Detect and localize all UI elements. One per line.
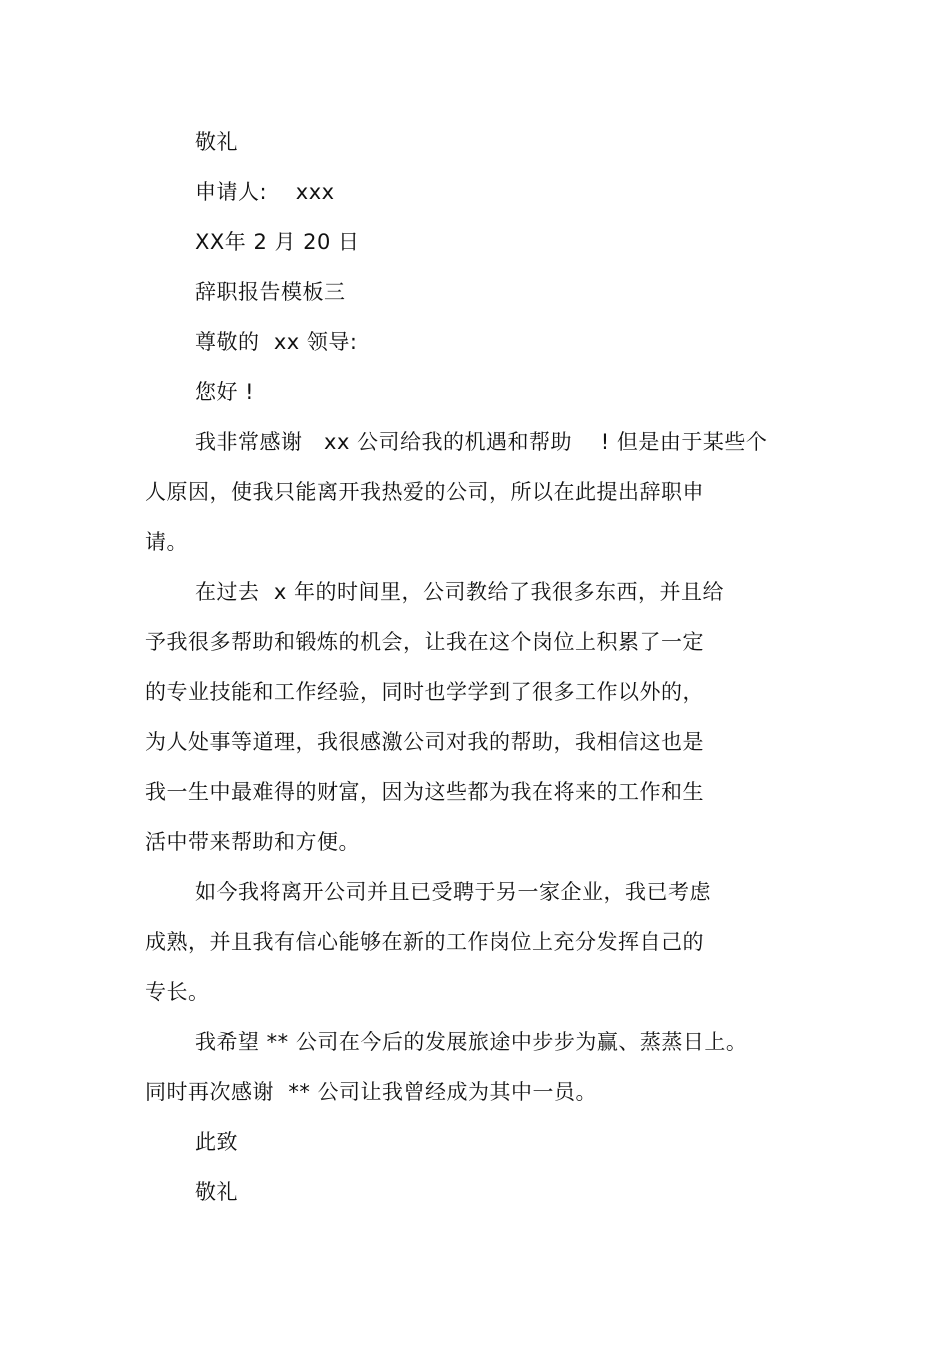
section-title: 辞职报告模板三 — [195, 280, 346, 304]
date-line: XX年 2 月 20 日 — [195, 230, 360, 254]
paragraph-line: 为人处事等道理，我很感激公司对我的帮助，我相信这也是 — [145, 730, 704, 754]
paragraph-line: 成熟，并且我有信心能够在新的工作岗位上充分发挥自己的 — [145, 930, 704, 954]
paragraph-line: 人原因，使我只能离开我热爱的公司，所以在此提出辞职申 — [145, 480, 704, 504]
paragraph-line: 专长。 — [145, 980, 210, 1004]
closing-phrase: 此致 — [195, 1130, 238, 1154]
greeting-line: 您好 ! — [195, 380, 255, 404]
closing-salutation: 敬礼 — [195, 130, 238, 154]
paragraph-line: 请。 — [145, 530, 188, 554]
closing-salutation: 敬礼 — [195, 1180, 238, 1204]
paragraph-line: 活中带来帮助和方便。 — [145, 830, 360, 854]
addressee-line: 尊敬的 xx 领导: — [195, 330, 358, 354]
paragraph-line: 我非常感谢 xx 公司给我的机遇和帮助 ! 但是由于某些个 — [195, 430, 768, 454]
paragraph-line: 予我很多帮助和锻炼的机会，让我在这个岗位上积累了一定 — [145, 630, 704, 654]
paragraph-line: 同时再次感谢 ** 公司让我曾经成为其中一员。 — [145, 1080, 598, 1104]
paragraph-line: 如今我将离开公司并且已受聘于另一家企业，我已考虑 — [195, 880, 711, 904]
paragraph-line: 的专业技能和工作经验，同时也学学到了很多工作以外的， — [145, 680, 704, 704]
paragraph-line: 在过去 x 年的时间里，公司教给了我很多东西，并且给 — [195, 580, 724, 604]
paragraph-line: 我一生中最难得的财富，因为这些都为我在将来的工作和生 — [145, 780, 704, 804]
applicant-line: 申请人: xxx — [195, 180, 335, 204]
paragraph-line: 我希望 ** 公司在今后的发展旅途中步步为赢、蒸蒸日上。 — [195, 1030, 748, 1054]
